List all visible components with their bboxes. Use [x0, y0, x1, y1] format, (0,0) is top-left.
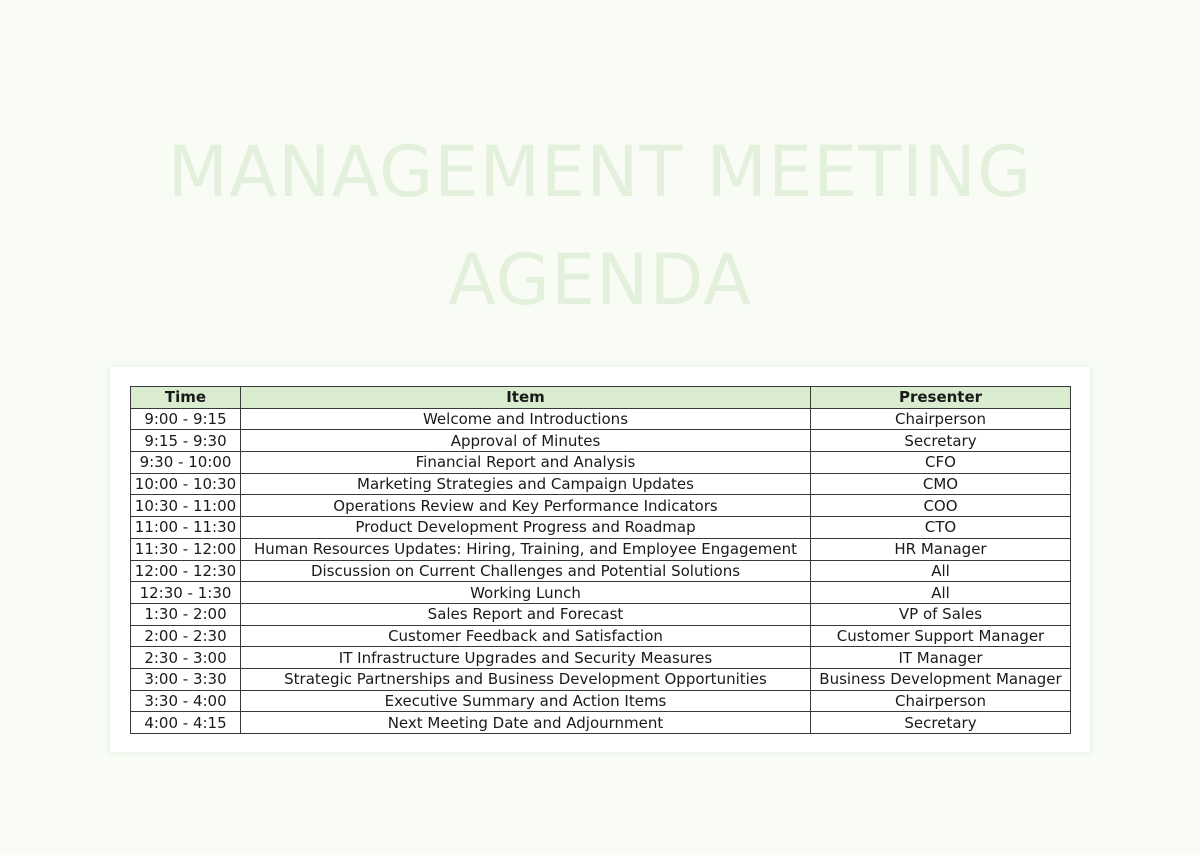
table-row: [131, 690, 1071, 712]
table-row: [131, 517, 1071, 539]
presenter-cell: All: [811, 560, 1071, 582]
table-row: [131, 647, 1071, 669]
table-row: [131, 625, 1071, 647]
item-cell: Executive Summary and Action Items: [241, 690, 811, 712]
table-row: [131, 452, 1071, 474]
presenter-cell: CFO: [811, 452, 1071, 474]
item-cell: Marketing Strategies and Campaign Updates: [241, 473, 811, 495]
table-row: [131, 712, 1071, 734]
presenter-cell: COO: [811, 495, 1071, 517]
presenter-cell: VP of Sales: [811, 603, 1071, 625]
table-row: [131, 603, 1071, 625]
page-title: [0, 118, 1200, 334]
agenda-table: [130, 386, 1071, 734]
table-row: [131, 668, 1071, 690]
time-cell: 4:00 - 4:15: [131, 712, 241, 734]
item-cell: Next Meeting Date and Adjournment: [241, 712, 811, 734]
item-cell: Strategic Partnerships and Business Development Opportunities: [241, 668, 811, 690]
time-cell: 3:30 - 4:00: [131, 690, 241, 712]
agenda-sheet: [110, 367, 1090, 752]
page-title-line-2: AGENDA: [447, 239, 753, 321]
table-row: [131, 473, 1071, 495]
item-cell: Working Lunch: [241, 582, 811, 604]
table-row: [131, 408, 1071, 430]
item-cell: Customer Feedback and Satisfaction: [241, 625, 811, 647]
time-cell: 9:00 - 9:15: [131, 408, 241, 430]
time-cell: 11:00 - 11:30: [131, 517, 241, 539]
item-cell: Welcome and Introductions: [241, 408, 811, 430]
time-cell: 12:30 - 1:30: [131, 582, 241, 604]
item-cell: Operations Review and Key Performance Indicators: [241, 495, 811, 517]
table-header-row: [131, 387, 1071, 409]
presenter-cell: Customer Support Manager: [811, 625, 1071, 647]
presenter-cell: All: [811, 582, 1071, 604]
column-header-time: Time: [131, 387, 241, 409]
time-cell: 2:30 - 3:00: [131, 647, 241, 669]
item-cell: Financial Report and Analysis: [241, 452, 811, 474]
item-cell: IT Infrastructure Upgrades and Security Measures: [241, 647, 811, 669]
time-cell: 1:30 - 2:00: [131, 603, 241, 625]
presenter-cell: Secretary: [811, 712, 1071, 734]
item-cell: Sales Report and Forecast: [241, 603, 811, 625]
time-cell: 11:30 - 12:00: [131, 538, 241, 560]
time-cell: 12:00 - 12:30: [131, 560, 241, 582]
table-row: [131, 430, 1071, 452]
presenter-cell: IT Manager: [811, 647, 1071, 669]
column-header-item: Item: [241, 387, 811, 409]
table-row: [131, 560, 1071, 582]
presenter-cell: HR Manager: [811, 538, 1071, 560]
time-cell: 10:30 - 11:00: [131, 495, 241, 517]
table-row: [131, 538, 1071, 560]
column-header-presenter: Presenter: [811, 387, 1071, 409]
presenter-cell: Business Development Manager: [811, 668, 1071, 690]
time-cell: 9:15 - 9:30: [131, 430, 241, 452]
time-cell: 3:00 - 3:30: [131, 668, 241, 690]
item-cell: Human Resources Updates: Hiring, Training, and Employee Engagement: [241, 538, 811, 560]
time-cell: 9:30 - 10:00: [131, 452, 241, 474]
item-cell: Discussion on Current Challenges and Potential Solutions: [241, 560, 811, 582]
presenter-cell: Secretary: [811, 430, 1071, 452]
presenter-cell: Chairperson: [811, 408, 1071, 430]
table-row: [131, 495, 1071, 517]
item-cell: Product Development Progress and Roadmap: [241, 517, 811, 539]
presenter-cell: CTO: [811, 517, 1071, 539]
page-title-line-1: MANAGEMENT MEETING: [167, 131, 1033, 213]
presenter-cell: CMO: [811, 473, 1071, 495]
item-cell: Approval of Minutes: [241, 430, 811, 452]
time-cell: 10:00 - 10:30: [131, 473, 241, 495]
presenter-cell: Chairperson: [811, 690, 1071, 712]
time-cell: 2:00 - 2:30: [131, 625, 241, 647]
table-row: [131, 582, 1071, 604]
